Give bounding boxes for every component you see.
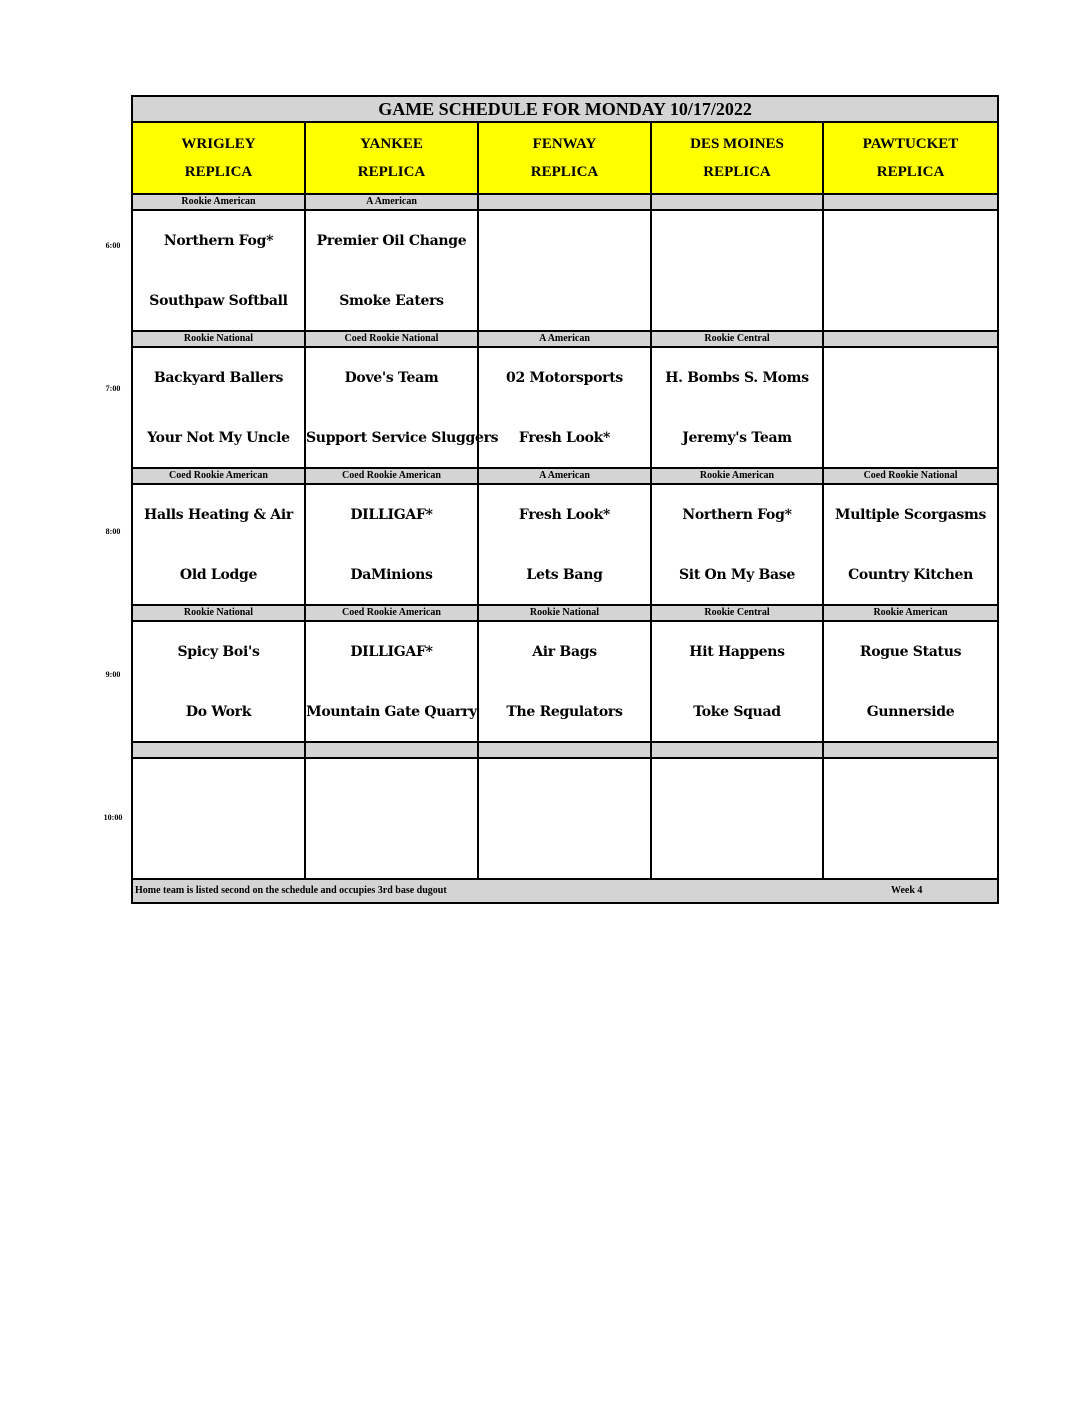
away-team: Spicy Boi's (177, 643, 260, 660)
game-cell (305, 347, 499, 468)
away-team: Rogue Status (859, 643, 962, 660)
game-cell (478, 484, 651, 605)
park-name: DES MOINES (690, 136, 784, 152)
time-label: 7:00 (105, 384, 121, 393)
game-cell (651, 621, 823, 742)
division-label (478, 194, 651, 210)
away-team: Halls Heating & Air (144, 506, 293, 523)
home-team: Fresh Look* (518, 429, 611, 446)
game-cell (132, 621, 305, 742)
division-label: Coed Rookie American (305, 605, 478, 621)
footer-row (132, 879, 998, 903)
park-header-yankee (305, 122, 478, 194)
footer-cell (132, 879, 998, 903)
away-team: Air Bags (532, 643, 597, 660)
game-cell (651, 758, 823, 879)
park-name: PAWTUCKET (862, 136, 959, 152)
division-row (132, 468, 998, 484)
division-label (651, 742, 823, 758)
home-team: Mountain Gate Quarry (306, 703, 477, 720)
home-team: Country Kitchen (848, 566, 973, 583)
home-team: Your Not My Uncle (147, 429, 290, 446)
division-label: Coed Rookie National (305, 331, 478, 347)
division-row (132, 742, 998, 758)
park-name: WRIGLEY (181, 136, 256, 152)
home-team: Support Service Sluggers (306, 429, 499, 446)
division-label: Rookie Central (651, 331, 823, 347)
game-cell (132, 210, 305, 331)
division-label (823, 331, 998, 347)
division-row (132, 605, 998, 621)
division-row (132, 194, 998, 210)
schedule-title: GAME SCHEDULE FOR MONDAY 10/17/2022 (132, 96, 998, 122)
away-team: Multiple Scorgasms (835, 506, 987, 523)
division-label: Rookie American (651, 468, 823, 484)
park-name: YANKEE (360, 136, 423, 152)
game-row (132, 621, 998, 742)
time-label: 8:00 (105, 527, 121, 536)
division-label (305, 742, 478, 758)
away-team: DILLIGAF* (350, 643, 433, 660)
division-label: Coed Rookie American (305, 468, 478, 484)
home-team: Sit On My Base (678, 566, 796, 583)
away-team: H. Bombs S. Moms (665, 369, 809, 386)
home-team: Gunnerside (866, 703, 955, 720)
division-label: Coed Rookie National (823, 468, 998, 484)
game-cell (478, 210, 651, 331)
game-cell (305, 758, 478, 879)
game-cell (132, 758, 305, 879)
away-team: DILLIGAF* (350, 506, 433, 523)
game-cell (478, 758, 651, 879)
home-team: Do Work (185, 703, 252, 720)
footer-inner (133, 880, 997, 902)
park-sub: REPLICA (530, 164, 599, 180)
park-header-des-moines (651, 122, 823, 194)
park-sub: REPLICA (357, 164, 426, 180)
week-label: Week 4 (891, 885, 923, 896)
footer-note: Home team is listed second on the schedule and occupies 3rd base dugout (135, 885, 447, 896)
division-label: Rookie Central (651, 605, 823, 621)
division-row (132, 331, 998, 347)
division-label: Coed Rookie American (132, 468, 305, 484)
game-row (132, 758, 998, 879)
time-label: 10:00 (103, 813, 123, 822)
time-label: 9:00 (105, 670, 121, 679)
game-cell (823, 621, 998, 742)
game-cell (823, 484, 998, 605)
game-row (132, 210, 998, 331)
home-team: Jeremy's Team (682, 429, 792, 446)
title-row (132, 96, 998, 122)
game-cell (132, 347, 305, 468)
schedule-table (131, 95, 999, 904)
division-label: A American (478, 331, 651, 347)
away-team: Northern Fog* (682, 506, 792, 523)
park-sub: REPLICA (184, 164, 253, 180)
division-label: A American (478, 468, 651, 484)
away-team: Dove's Team (344, 369, 439, 386)
home-team: Toke Squad (693, 703, 781, 720)
game-cell (651, 210, 823, 331)
game-cell (305, 484, 478, 605)
division-label: Rookie American (823, 605, 998, 621)
division-label (478, 742, 651, 758)
schedule-body (132, 96, 998, 903)
park-sub: REPLICA (703, 164, 771, 180)
park-sub: REPLICA (876, 164, 945, 180)
away-team: Hit Happens (689, 643, 785, 660)
division-label (651, 194, 823, 210)
home-team: Old Lodge (179, 566, 258, 583)
away-team: 02 Motorsports (506, 369, 623, 386)
division-label: Rookie American (132, 194, 305, 210)
away-team: Premier Oil Change (316, 232, 467, 249)
division-label: Rookie National (478, 605, 651, 621)
park-header-fenway (478, 122, 651, 194)
division-label: A American (305, 194, 478, 210)
home-team: DaMinions (350, 566, 433, 583)
division-label: Rookie National (132, 331, 305, 347)
game-cell (823, 758, 998, 879)
division-label (823, 194, 998, 210)
park-header-pawtucket (823, 122, 998, 194)
away-team: Backyard Ballers (153, 369, 284, 386)
away-team: Fresh Look* (518, 506, 611, 523)
game-cell (651, 484, 823, 605)
game-cell (823, 210, 998, 331)
home-team: The Regulators (506, 703, 623, 720)
game-cell (132, 484, 305, 605)
time-label: 6:00 (105, 241, 121, 250)
park-header-wrigley (132, 122, 305, 194)
game-cell (305, 210, 478, 331)
game-cell (478, 621, 651, 742)
division-label (132, 742, 305, 758)
game-row (132, 484, 998, 605)
home-team: Lets Bang (526, 566, 603, 583)
game-row (132, 347, 998, 468)
game-cell (823, 347, 998, 468)
park-header-row (132, 122, 998, 194)
park-name: FENWAY (532, 136, 597, 152)
division-label: Rookie National (132, 605, 305, 621)
home-team: Smoke Eaters (339, 292, 444, 309)
home-team: Southpaw Softball (149, 292, 288, 309)
game-cell (478, 347, 651, 468)
away-team: Northern Fog* (163, 232, 274, 249)
game-cell (305, 621, 478, 742)
game-cell (651, 347, 823, 468)
division-label (823, 742, 998, 758)
